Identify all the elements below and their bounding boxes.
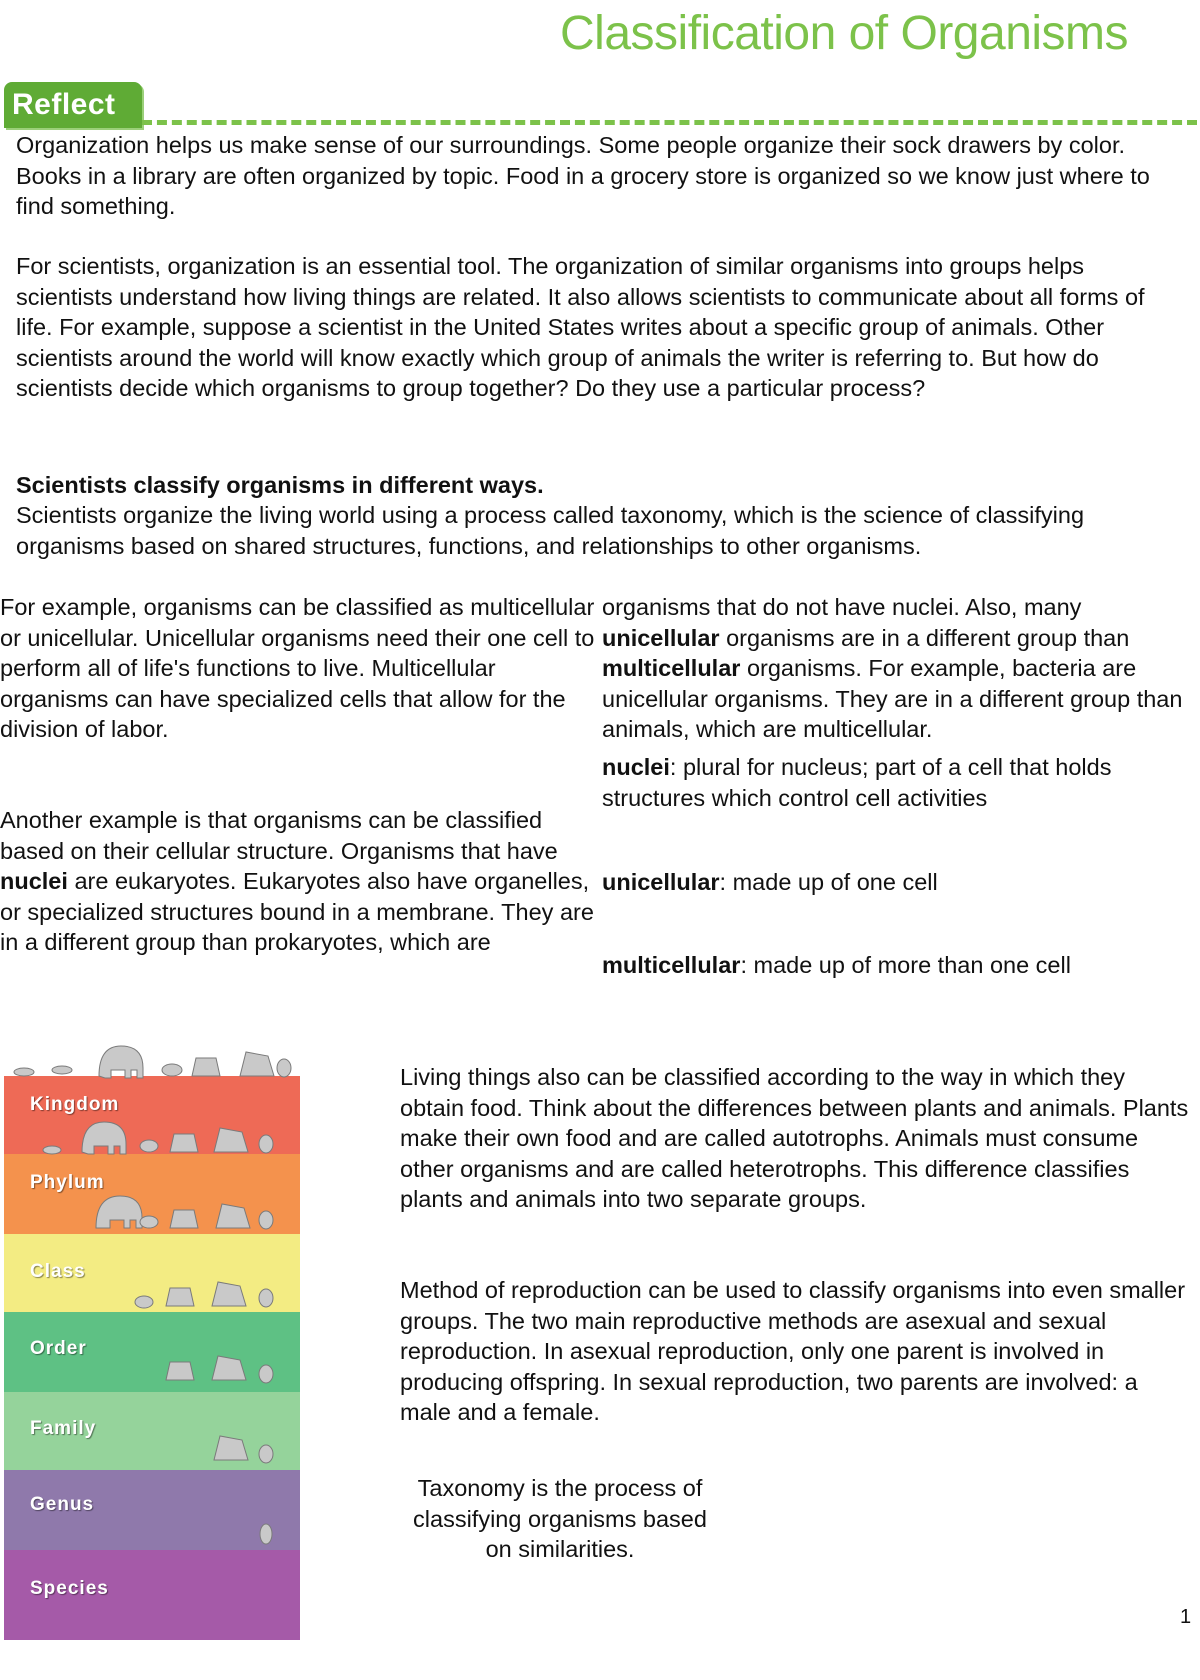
band-label: Kingdom — [30, 1094, 120, 1115]
intro-paragraph: For scientists, organization is an essential tool. The organization of similar organisms into groups helps scientists understand how living things are related. It also allows scientists to communicate about all forms of life. For example, suppose a scientist in the United States writes about a specific group of animals. Other scientists around the world will know exactly which group of animals the writer is referring to. But how do scientists decide which organisms to group together? Do they use a particular process? — [16, 253, 1145, 401]
food-paragraph: Living things also can be classified according to the way in which they obtain food. Think about the differences between plants and animals. Plants make their own food and are called autotrophs. Animals must consume other organisms and are called heterotrophs. This difference classifies plants and animals into two separate groups. — [400, 1064, 1189, 1212]
band-label: Order — [30, 1338, 87, 1359]
figure-caption: Taxonomy is the process of classifying organisms based on similarities. — [413, 1475, 707, 1562]
reflect-tab: Reflect — [4, 82, 142, 128]
dashed-divider — [142, 120, 1197, 125]
section-heading: Scientists classify organisms in different ways. — [16, 472, 544, 498]
page-title: Classification of Organisms — [560, 7, 1129, 60]
definition-unicellular: unicellular: made up of one cell — [602, 869, 938, 895]
section-text: Scientists organize the living world using a process called taxonomy, which is the science of classifying organisms based on shared structures, functions, and relationships to other organisms. — [16, 502, 1085, 559]
definition-nuclei: nuclei: plural for nucleus; part of a cell that holds structures which control cell activities — [602, 754, 1112, 811]
band-label: Species — [30, 1578, 109, 1599]
taxonomy-figure — [4, 1040, 300, 1640]
animal-silhouettes-icon — [4, 1040, 300, 1640]
definition-multicellular: multicellular: made up of more than one cell — [602, 952, 1071, 978]
right-column-paragraph: organisms that do not have nuclei. Also, many unicellular organisms are in a different group than multicellular organisms. For example, bacteria are unicellular organisms. They are in a different group than animals, which are multicellular. — [602, 594, 1183, 742]
page-number: 1 — [1180, 1606, 1192, 1628]
band-label: Class — [30, 1261, 86, 1282]
band-label: Phylum — [30, 1172, 105, 1193]
left-column-paragraph: For example, organisms can be classified as multicellular or unicellular. Unicellular organisms need their one cell to perform all of life's functions to live. Multicellular organisms can have specialized cells that allow for the division of labor. — [0, 594, 595, 742]
band-label: Family — [30, 1418, 97, 1439]
reproduction-paragraph: Method of reproduction can be used to classify organisms into even smaller groups. The two main reproductive methods are asexual and sexual reproduction. In asexual reproduction, only one parent is involved in producing offspring. In sexual reproduction, two parents are involved: a male and a female. — [400, 1277, 1186, 1425]
band-label: Genus — [30, 1494, 95, 1515]
left-column-paragraph: Another example is that organisms can be classified based on their cellular structure. Organisms that have nuclei are eukaryotes. Eukaryotes also have organelles, or specialized structures bound in a membrane. They are in a different group than prokaryotes, which are — [0, 807, 594, 955]
term-nuclei: nuclei — [0, 868, 68, 894]
intro-paragraph: Organization helps us make sense of our surroundings. Some people organize their sock drawers by color. Books in a library are often organized by topic. Food in a grocery store is organized so we know just where to find something. — [16, 132, 1150, 219]
